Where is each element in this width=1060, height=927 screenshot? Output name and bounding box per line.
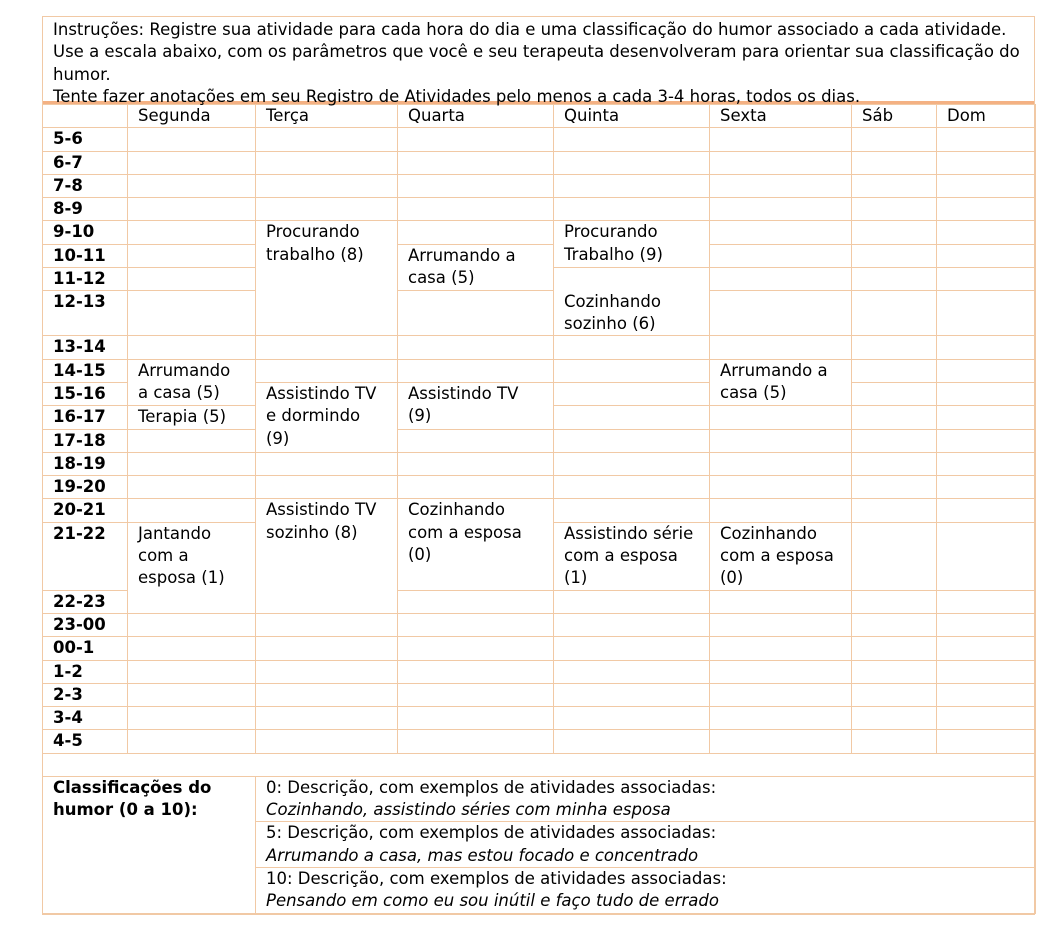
- entry-cell[interactable]: [256, 128, 398, 151]
- hour-label: 23-00: [43, 613, 128, 636]
- entry-cell[interactable]: [937, 291, 1036, 336]
- entry-sexta-housework[interactable]: Arrumando a casa (5): [710, 359, 852, 406]
- entry-cell[interactable]: [128, 244, 256, 267]
- spacer-cell: [43, 753, 1036, 776]
- hour-label: 4-5: [43, 730, 128, 753]
- entry-cell[interactable]: [710, 499, 852, 522]
- entry-quarta-cooking-wife[interactable]: Cozinhando com a esposa (0): [398, 499, 554, 590]
- entry-cell[interactable]: [554, 151, 710, 174]
- hour-label: 10-11: [43, 244, 128, 267]
- hour-row: [43, 151, 1036, 174]
- entry-cell[interactable]: [852, 613, 937, 636]
- entry-cell[interactable]: [852, 683, 937, 706]
- entry-cell[interactable]: [937, 429, 1036, 452]
- entry-cell[interactable]: [937, 637, 1036, 660]
- entry-cell[interactable]: [852, 429, 937, 452]
- activity-log-sheet: [42, 16, 1035, 915]
- entry-cell[interactable]: [937, 336, 1036, 359]
- entry-cell[interactable]: [937, 359, 1036, 382]
- entry-cell[interactable]: [710, 429, 852, 452]
- hour-label: 11-12: [43, 268, 128, 291]
- instructions-frequency: Tente fazer anotações em seu Registro de Atividades pelo menos a cada 3-4 horas, todos os dias.: [53, 86, 861, 106]
- day-header: Segunda: [128, 105, 256, 128]
- hour-label: 7-8: [43, 174, 128, 197]
- entry-cell[interactable]: [554, 613, 710, 636]
- entry-cell[interactable]: [710, 221, 852, 244]
- hour-label: 15-16: [43, 382, 128, 405]
- entry-cell[interactable]: [554, 660, 710, 683]
- entry-cell[interactable]: [937, 382, 1036, 405]
- legend-row: [43, 776, 1036, 822]
- entry-cell[interactable]: [256, 452, 398, 475]
- entry-cell[interactable]: [937, 730, 1036, 753]
- entry-quinta-series-wife[interactable]: Assistindo série com a esposa (1): [554, 522, 710, 590]
- entry-cell[interactable]: [710, 128, 852, 151]
- entry-cell[interactable]: [937, 476, 1036, 499]
- day-header: Quinta: [554, 105, 710, 128]
- entry-cell[interactable]: [398, 429, 554, 452]
- entry-cell[interactable]: [554, 590, 710, 613]
- entry-cell[interactable]: [937, 174, 1036, 197]
- entry-cell[interactable]: [852, 291, 937, 336]
- entry-cell[interactable]: [710, 151, 852, 174]
- legend-example: Cozinhando, assistindo séries com minha esposa: [266, 800, 671, 820]
- entry-cell[interactable]: [256, 660, 398, 683]
- entry-cell[interactable]: [937, 128, 1036, 151]
- entry-cell[interactable]: [937, 151, 1036, 174]
- entry-cell[interactable]: [852, 452, 937, 475]
- entry-segunda-dinner-wife[interactable]: Jantando com a esposa (1): [128, 522, 256, 613]
- entry-cell[interactable]: [852, 198, 937, 221]
- entry-cell[interactable]: [852, 244, 937, 267]
- entry-cell[interactable]: [398, 151, 554, 174]
- entry-cell[interactable]: [852, 151, 937, 174]
- entry-cell[interactable]: [128, 174, 256, 197]
- hour-label: 2-3: [43, 683, 128, 706]
- entry-cell[interactable]: [554, 730, 710, 753]
- entry-cell[interactable]: [398, 336, 554, 359]
- entry-cell[interactable]: [128, 221, 256, 244]
- entry-cell[interactable]: [937, 660, 1036, 683]
- entry-cell[interactable]: [554, 452, 710, 475]
- entry-cell[interactable]: [852, 476, 937, 499]
- entry-cell[interactable]: [128, 476, 256, 499]
- entry-cell[interactable]: [937, 221, 1036, 244]
- entry-cell[interactable]: [554, 128, 710, 151]
- day-header: Terça: [256, 105, 398, 128]
- legend-item: [256, 867, 1036, 913]
- entry-cell[interactable]: [256, 637, 398, 660]
- entry-terca-job-search[interactable]: Procurando trabalho (8): [256, 221, 398, 336]
- entry-cell[interactable]: [398, 359, 554, 382]
- entry-terca-tv-alone[interactable]: Assistindo TV sozinho (8): [256, 499, 398, 613]
- hour-row: [43, 174, 1036, 197]
- legend-example: Arrumando a casa, mas estou focado e concentrado: [266, 845, 699, 865]
- entry-cell[interactable]: [710, 336, 852, 359]
- entry-quarta-housework[interactable]: Arrumando a casa (5): [398, 244, 554, 291]
- hour-label: 9-10: [43, 221, 128, 244]
- entry-cell[interactable]: [128, 128, 256, 151]
- hour-label: 14-15: [43, 359, 128, 382]
- entry-cell[interactable]: [852, 336, 937, 359]
- hour-label: 12-13: [43, 291, 128, 336]
- entry-cell[interactable]: [554, 707, 710, 730]
- hour-label: 5-6: [43, 128, 128, 151]
- legend-description: 5: Descrição, com exemplos de atividades associadas:: [266, 823, 717, 843]
- hour-label: 00-1: [43, 637, 128, 660]
- entry-cell[interactable]: [256, 683, 398, 706]
- entry-cell[interactable]: [852, 174, 937, 197]
- hour-row: [43, 499, 1036, 522]
- hour-row: [43, 336, 1036, 359]
- entry-cell[interactable]: [398, 660, 554, 683]
- entry-cell[interactable]: [710, 730, 852, 753]
- day-header: Dom: [937, 105, 1036, 128]
- entry-cell[interactable]: [554, 637, 710, 660]
- legend-item: [256, 822, 1036, 868]
- hour-row: [43, 198, 1036, 221]
- entry-cell[interactable]: [128, 660, 256, 683]
- entry-terca-tv-sleep[interactable]: Assistindo TV e dormindo (9): [256, 382, 398, 452]
- entry-quinta-cooking[interactable]: Cozinhando sozinho (6): [554, 268, 710, 336]
- entry-cell[interactable]: [852, 359, 937, 382]
- instructions-block: [43, 17, 1034, 104]
- hour-label: 19-20: [43, 476, 128, 499]
- entry-cell[interactable]: [937, 268, 1036, 291]
- legend-item: [256, 776, 1036, 822]
- hour-row: [43, 359, 1036, 382]
- entry-cell[interactable]: [398, 476, 554, 499]
- entry-segunda-housework[interactable]: Arrumando a casa (5): [128, 359, 256, 406]
- entry-cell[interactable]: [710, 590, 852, 613]
- entry-cell[interactable]: [128, 336, 256, 359]
- entry-cell[interactable]: [852, 221, 937, 244]
- entry-cell[interactable]: [128, 291, 256, 336]
- entry-cell[interactable]: [128, 151, 256, 174]
- hour-label: 8-9: [43, 198, 128, 221]
- entry-segunda-therapy[interactable]: Terapia (5): [128, 406, 256, 429]
- entry-cell[interactable]: [256, 613, 398, 636]
- entry-cell[interactable]: [710, 198, 852, 221]
- entry-cell[interactable]: [554, 476, 710, 499]
- entry-cell[interactable]: [554, 429, 710, 452]
- hour-row: [43, 221, 1036, 244]
- entry-cell[interactable]: [554, 336, 710, 359]
- entry-cell[interactable]: [256, 198, 398, 221]
- entry-cell[interactable]: [710, 406, 852, 429]
- entry-cell[interactable]: [710, 660, 852, 683]
- hour-row: [43, 476, 1036, 499]
- hour-row: [43, 291, 1036, 336]
- entry-cell[interactable]: [554, 406, 710, 429]
- entry-cell[interactable]: [398, 683, 554, 706]
- entry-cell[interactable]: [128, 452, 256, 475]
- day-header: Quarta: [398, 105, 554, 128]
- entry-cell[interactable]: [937, 452, 1036, 475]
- entry-cell[interactable]: [398, 198, 554, 221]
- hour-label: 3-4: [43, 707, 128, 730]
- entry-cell[interactable]: [398, 128, 554, 151]
- entry-cell[interactable]: [937, 244, 1036, 267]
- hour-row: [43, 660, 1036, 683]
- entry-quinta-job-search[interactable]: Procurando Trabalho (9): [554, 221, 710, 268]
- entry-cell[interactable]: [398, 590, 554, 613]
- entry-cell[interactable]: [937, 499, 1036, 522]
- entry-cell[interactable]: [128, 683, 256, 706]
- legend-description: 10: Descrição, com exemplos de atividades associadas:: [266, 868, 727, 888]
- hour-label: 6-7: [43, 151, 128, 174]
- hour-row: [43, 637, 1036, 660]
- entry-cell[interactable]: [937, 683, 1036, 706]
- entry-cell[interactable]: [852, 707, 937, 730]
- spacer-row: [43, 753, 1036, 776]
- hour-row: [43, 452, 1036, 475]
- entry-cell[interactable]: [256, 174, 398, 197]
- hour-label: 1-2: [43, 660, 128, 683]
- entry-cell[interactable]: [398, 174, 554, 197]
- entry-cell[interactable]: [128, 707, 256, 730]
- entry-cell[interactable]: [937, 707, 1036, 730]
- activity-grid: [42, 104, 1036, 914]
- hour-row: [43, 613, 1036, 636]
- entry-cell[interactable]: [710, 291, 852, 336]
- entry-cell[interactable]: [398, 613, 554, 636]
- entry-sexta-cooking-wife[interactable]: Cozinhando com a esposa (0): [710, 522, 852, 590]
- entry-cell[interactable]: [852, 730, 937, 753]
- entry-cell[interactable]: [937, 613, 1036, 636]
- hour-row: [43, 244, 1036, 267]
- entry-cell[interactable]: [554, 174, 710, 197]
- hour-label: 20-21: [43, 499, 128, 522]
- entry-cell[interactable]: [398, 452, 554, 475]
- entry-cell[interactable]: [128, 268, 256, 291]
- entry-cell[interactable]: [710, 637, 852, 660]
- entry-cell[interactable]: [937, 406, 1036, 429]
- entry-cell[interactable]: [554, 499, 710, 522]
- entry-quarta-tv[interactable]: Assistindo TV (9): [398, 382, 554, 429]
- entry-cell[interactable]: [710, 244, 852, 267]
- entry-cell[interactable]: [852, 522, 937, 590]
- hour-label: 13-14: [43, 336, 128, 359]
- entry-cell[interactable]: [554, 359, 710, 382]
- entry-cell[interactable]: [128, 730, 256, 753]
- hour-row: [43, 730, 1036, 753]
- entry-cell[interactable]: [256, 336, 398, 359]
- entry-cell[interactable]: [398, 637, 554, 660]
- entry-cell[interactable]: [710, 707, 852, 730]
- entry-cell[interactable]: [852, 637, 937, 660]
- entry-cell[interactable]: [128, 198, 256, 221]
- entry-cell[interactable]: [128, 429, 256, 452]
- hour-label: 21-22: [43, 522, 128, 590]
- entry-cell[interactable]: [554, 198, 710, 221]
- entry-cell[interactable]: [398, 221, 554, 244]
- hour-row: [43, 128, 1036, 151]
- hour-label: 17-18: [43, 429, 128, 452]
- entry-cell[interactable]: [852, 660, 937, 683]
- entry-cell[interactable]: [937, 590, 1036, 613]
- entry-cell[interactable]: [710, 452, 852, 475]
- hour-row: [43, 707, 1036, 730]
- entry-cell[interactable]: [710, 268, 852, 291]
- entry-cell[interactable]: [852, 590, 937, 613]
- entry-cell[interactable]: [710, 476, 852, 499]
- hour-label: 16-17: [43, 406, 128, 429]
- legend-example: Pensando em como eu sou inútil e faço tudo de errado: [266, 891, 719, 911]
- instructions-text: Instruções: Registre sua atividade para cada hora do dia e uma classificação do humor associado a cada atividade. Use a escala abaixo, com os parâmetros que você e seu terapeuta desenvolveram para orientar sua classificação do humor.: [53, 20, 1020, 84]
- entry-cell[interactable]: [128, 613, 256, 636]
- entry-cell[interactable]: [398, 707, 554, 730]
- hour-label: 22-23: [43, 590, 128, 613]
- hour-label: 18-19: [43, 452, 128, 475]
- entry-cell[interactable]: [256, 359, 398, 382]
- day-header: Sexta: [710, 105, 852, 128]
- day-header: Sáb: [852, 105, 937, 128]
- hour-row: [43, 683, 1036, 706]
- entry-cell[interactable]: [852, 406, 937, 429]
- entry-cell[interactable]: [852, 382, 937, 405]
- entry-cell[interactable]: [937, 198, 1036, 221]
- entry-cell[interactable]: [256, 730, 398, 753]
- entry-cell[interactable]: [852, 268, 937, 291]
- entry-cell[interactable]: [710, 613, 852, 636]
- legend-title: Classificações do humor (0 a 10):: [43, 776, 256, 913]
- entry-cell[interactable]: [852, 128, 937, 151]
- entry-cell[interactable]: [554, 382, 710, 405]
- entry-cell[interactable]: [710, 683, 852, 706]
- hour-row: [43, 429, 1036, 452]
- entry-cell[interactable]: [554, 683, 710, 706]
- legend-description: 0: Descrição, com exemplos de atividades associadas:: [266, 777, 717, 797]
- entry-cell[interactable]: [398, 291, 554, 336]
- entry-cell[interactable]: [256, 476, 398, 499]
- entry-cell[interactable]: [256, 707, 398, 730]
- entry-cell[interactable]: [710, 174, 852, 197]
- entry-cell[interactable]: [398, 730, 554, 753]
- entry-cell[interactable]: [937, 522, 1036, 590]
- entry-cell[interactable]: [256, 151, 398, 174]
- entry-cell[interactable]: [128, 499, 256, 522]
- entry-cell[interactable]: [128, 637, 256, 660]
- entry-cell[interactable]: [852, 499, 937, 522]
